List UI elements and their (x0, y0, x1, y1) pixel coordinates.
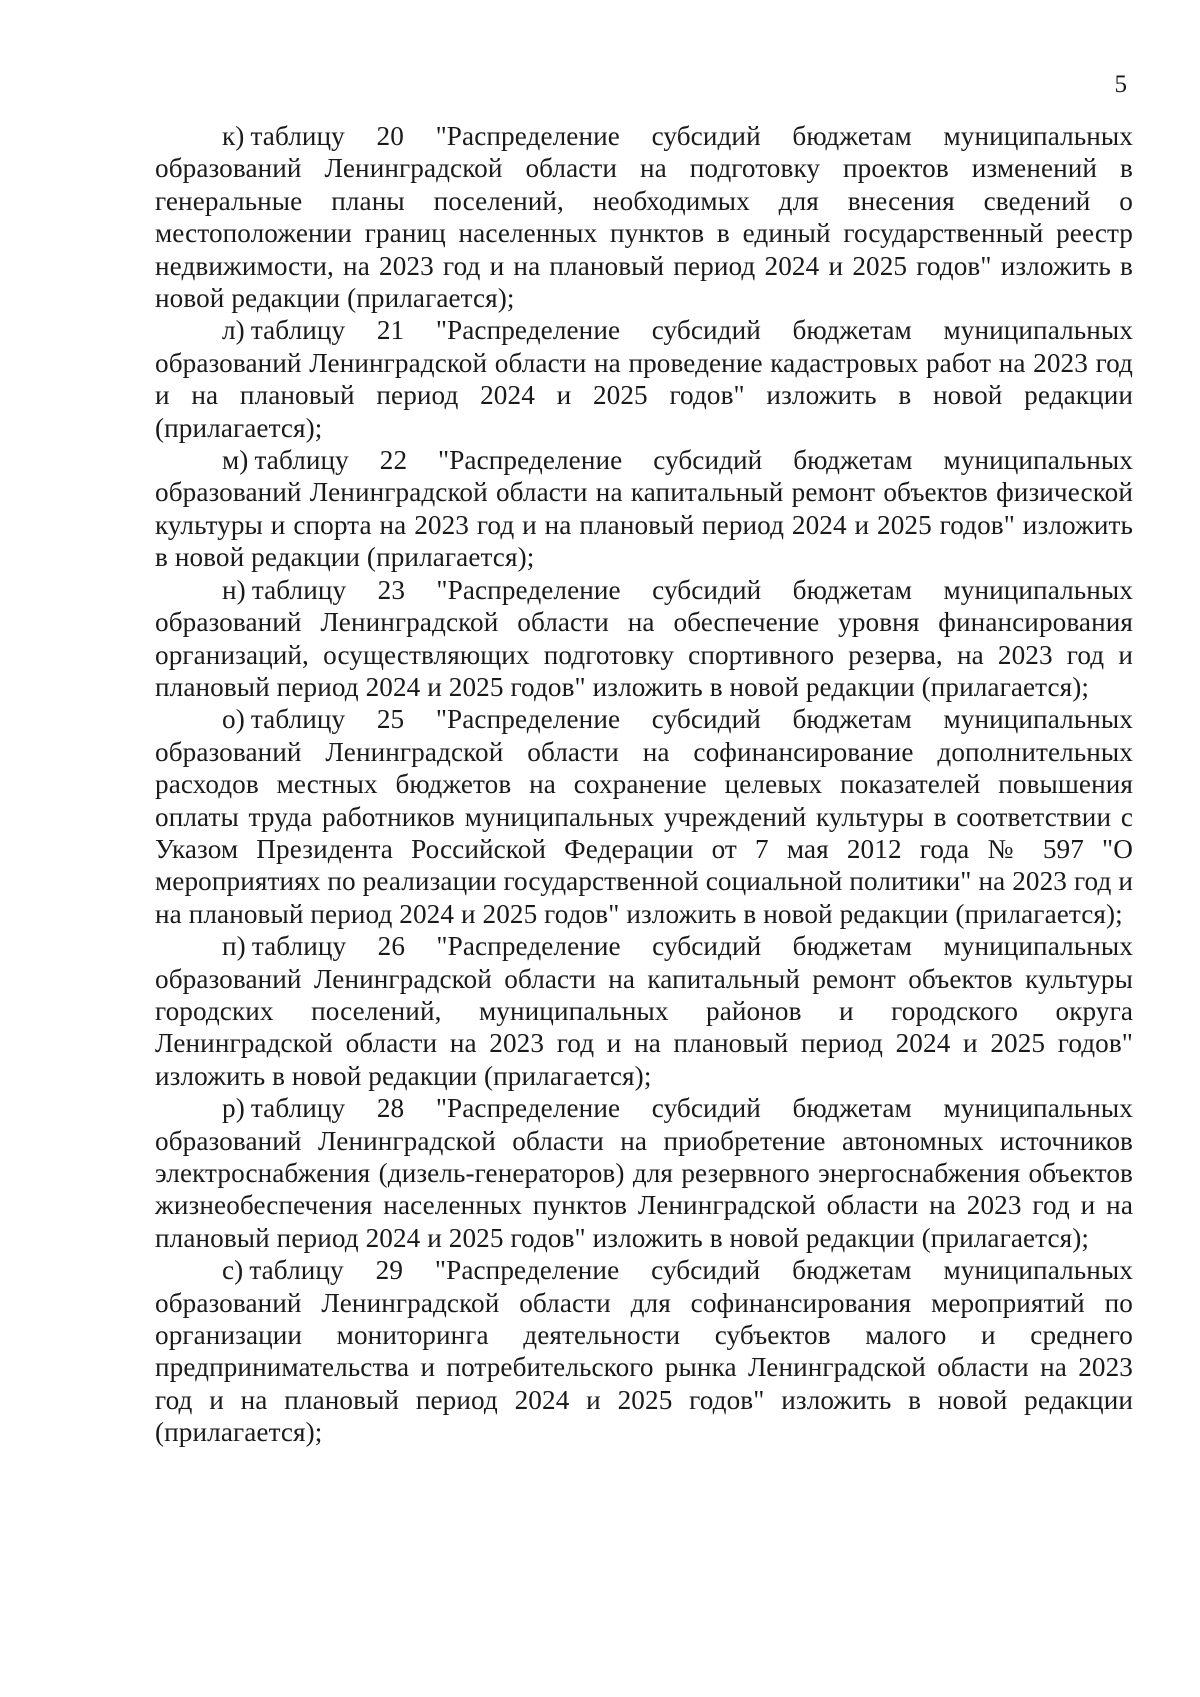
item-letter: р) (222, 1093, 245, 1124)
paragraph-text: таблицу 22 "Распределение субсидий бюджетам муниципальных образований Ленинградской области на капитальный ремонт объектов физической культуры и спорта на 2023 год и на плановый период 2024 и 2025 годов" изложить в новой редакции (прилагается); (155, 445, 1133, 573)
item-letter: м) (222, 445, 249, 476)
item-letter: л) (222, 315, 245, 346)
paragraph-text: таблицу 20 "Распределение субсидий бюджетам муниципальных образований Ленинградской области на подготовку проектов изменений в генеральные планы поселений, необходимых для внесения сведений о местоположении границ населенных пунктов в единый государственный реестр недвижимости, на 2023 год и на плановый период 2024 и 2025 годов" изложить в новой редакции (прилагается); (155, 121, 1133, 314)
paragraph-text: таблицу 29 "Распределение субсидий бюджетам муниципальных образований Ленинградской области для софинансирования мероприятий по организации мониторинга деятельности субъектов малого и среднего предпринимательства и потребительского рынка Ленинградской области на 2023 год и на плановый период 2024 и 2025 годов" изложить в новой редакции (прилагается); (155, 1255, 1133, 1448)
document-body (155, 120, 1133, 1449)
paragraph-text: таблицу 25 "Распределение субсидий бюджетам муниципальных образований Ленинградской области на софинансирование дополнительных расходов местных бюджетов на сохранение целевых показателей повышения оплаты труда работников муниципальных учреждений культуры в соответствии с Указом Президента Российской Федерации от 7 мая 2012 года № 597 "О мероприятиях по реализации государственной социальной политики" на 2023 год и на плановый период 2024 и 2025 годов" изложить в новой редакции (прилагается); (155, 704, 1133, 929)
item-letter: к) (222, 121, 245, 151)
paragraph-text: таблицу 26 "Распределение субсидий бюджетам муниципальных образований Ленинградской области на капитальный ремонт объектов культуры городских поселений, муниципальных районов и городского округа Ленинградской области на 2023 год и на плановый период 2024 и 2025 годов" изложить в новой редакции (прилагается); (155, 931, 1133, 1091)
item-letter: н) (222, 574, 246, 605)
item-letter: с) (222, 1255, 244, 1286)
paragraph-l (155, 314, 1133, 444)
paragraph-o (155, 703, 1133, 930)
paragraph-n (155, 574, 1133, 704)
paragraph-s (155, 1254, 1133, 1448)
paragraph-text: таблицу 23 "Распределение субсидий бюджетам муниципальных образований Ленинградской области на обеспечение уровня финансирования организаций, осуществляющих подготовку спортивного резерва, на 2023 год и плановый период 2024 и 2025 годов" изложить в новой редакции (прилагается); (155, 574, 1133, 702)
item-letter: п) (222, 931, 246, 962)
paragraph-k (155, 120, 1133, 314)
paragraph-text: таблицу 21 "Распределение субсидий бюджетам муниципальных образований Ленинградской области на проведение кадастровых работ на 2023 год и на плановый период 2024 и 2025 годов" изложить в новой редакции (прилагается); (155, 315, 1133, 443)
paragraph-p (155, 930, 1133, 1092)
paragraph-m (155, 444, 1133, 574)
item-letter: о) (222, 704, 245, 735)
page-number: 5 (1114, 71, 1127, 98)
paragraph-r (155, 1092, 1133, 1254)
paragraph-text: таблицу 28 "Распределение субсидий бюджетам муниципальных образований Ленинградской области на приобретение автономных источников электроснабжения (дизель-генераторов) для резервного энергоснабжения объектов жизнеобеспечения населенных пунктов Ленинградской области на 2023 год и на плановый период 2024 и 2025 годов" изложить в новой редакции (прилагается); (155, 1093, 1133, 1253)
